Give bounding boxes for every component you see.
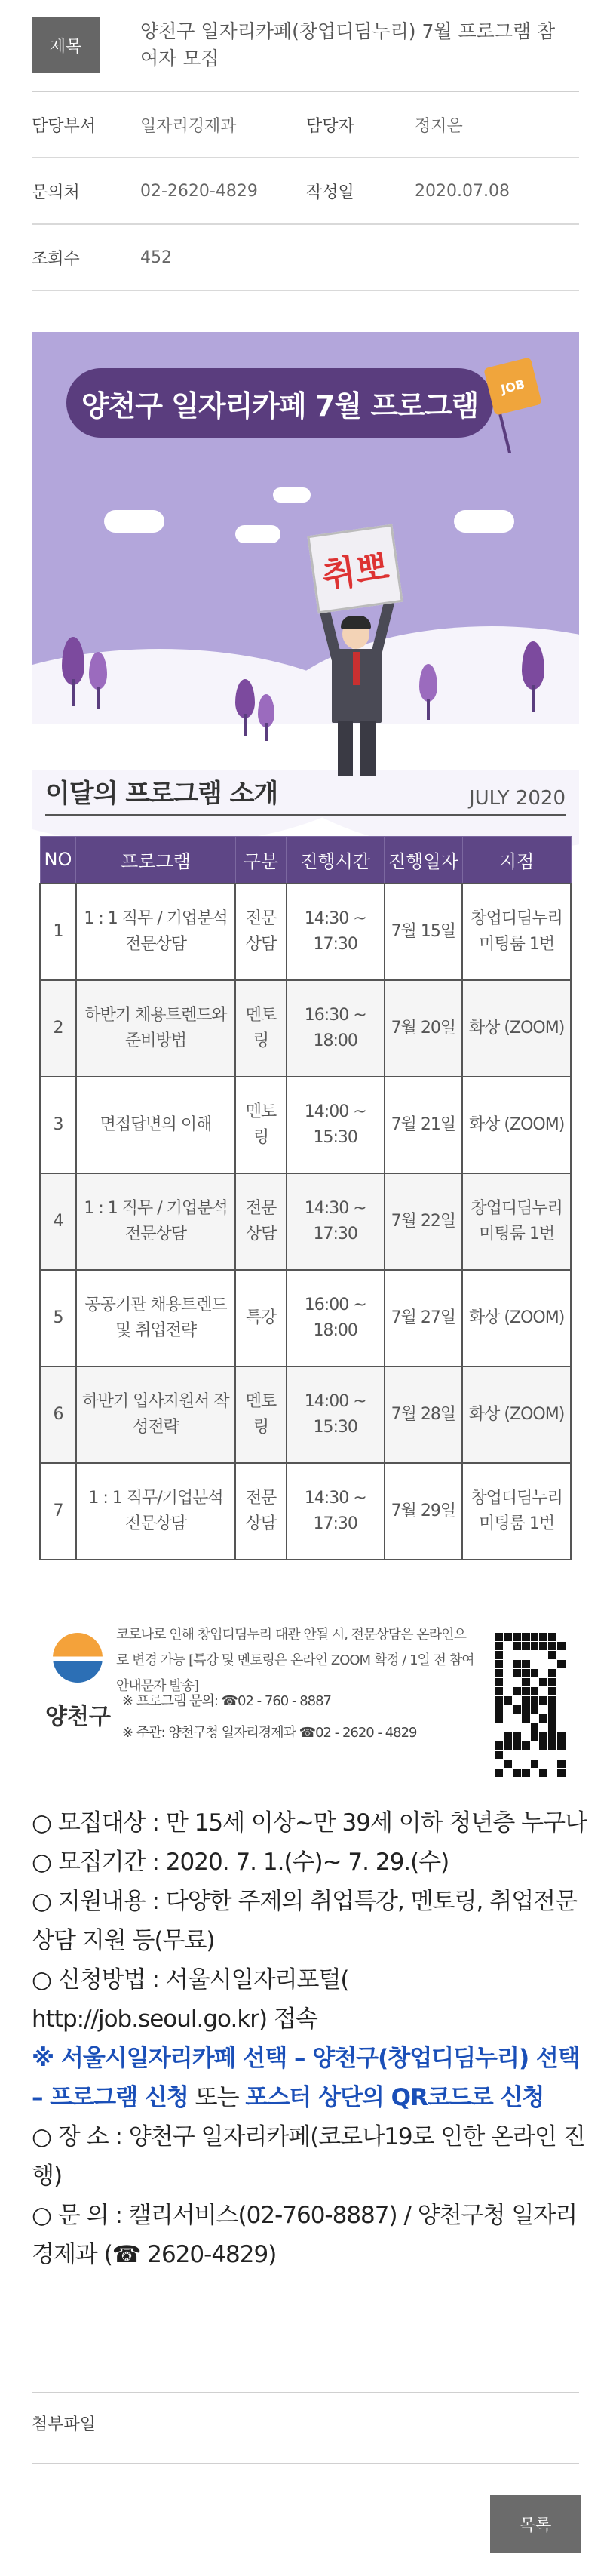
cell-program: 1 : 1 직무 / 기업분석 전문상담 (76, 884, 235, 980)
cell-time: 14:30 ~ 17:30 (287, 1463, 385, 1560)
dept-row (32, 92, 579, 158)
detail-place: ○ 장 소 : 양천구 일자리카페(코로나19로 인한 온라인 진행) (32, 2123, 585, 2190)
cell-time: 14:30 ~ 17:30 (287, 884, 385, 980)
tree-trunk (265, 723, 268, 741)
table-header-row (40, 837, 571, 884)
cell-place: 창업디딤누리 미팅룸 1번 (462, 1463, 571, 1560)
col-header: 지점 (462, 837, 571, 884)
table-row (40, 1463, 571, 1560)
tree-trunk (244, 714, 247, 736)
cell-place: 화상 (ZOOM) (462, 1077, 571, 1173)
poster-ground (32, 724, 579, 770)
cell-no: 1 (40, 884, 76, 980)
table-row (40, 1366, 571, 1463)
cell-place: 창업디딤누리 미팅룸 1번 (462, 1173, 571, 1270)
cell-day: 7월 28일 (385, 1366, 463, 1463)
cell-type: 멘토링 (235, 980, 287, 1077)
cell-no: 2 (40, 980, 76, 1077)
date-label: 작성일 (306, 183, 354, 202)
views-label: 조회수 (32, 249, 80, 269)
manager-label: 담당자 (306, 116, 354, 136)
post-title: 양천구 일자리카페(창업디딤누리) 7월 프로그램 참여자 모집 (140, 20, 556, 69)
dept-label: 담당부서 (32, 116, 97, 136)
intro-date: JULY 2020 (468, 787, 566, 810)
cell-program: 하반기 채용트렌드와 준비방법 (76, 980, 235, 1077)
views-row (32, 225, 579, 291)
detail-method-guide (32, 2039, 590, 2117)
cell-program: 공공기관 채용트렌드 및 취업전략 (76, 1270, 235, 1366)
cell-program: 하반기 입사지원서 작성전략 (76, 1366, 235, 1463)
intro-title: 이달의 프로그램 소개 (45, 779, 278, 809)
post-body (32, 1803, 590, 2274)
cell-place: 화상 (ZOOM) (462, 1366, 571, 1463)
cell-type: 전문 상담 (235, 884, 287, 980)
contact-row (32, 158, 579, 225)
manager-value: 정지은 (415, 116, 463, 136)
dept-value: 일자리경제과 (140, 116, 237, 136)
cell-no: 7 (40, 1463, 76, 1560)
detail-period: ○ 모집기간 : 2020. 7. 1.(수)~ 7. 29.(수) (32, 1849, 449, 1876)
phone-value: 02-2620-4829 (140, 181, 258, 201)
cell-day: 7월 21일 (385, 1077, 463, 1173)
cell-time: 14:00 ~ 15:30 (287, 1077, 385, 1173)
views-value: 452 (140, 247, 172, 267)
program-table (39, 836, 572, 1560)
post-info-table (32, 0, 579, 291)
col-header: NO (40, 837, 76, 884)
cell-day: 7월 22일 (385, 1173, 463, 1270)
program-contact: ※ 프로그램 문의: ☎02 - 760 - 8887 (122, 1693, 332, 1709)
cell-type: 전문 상담 (235, 1463, 287, 1560)
detail-target: ○ 모집대상 : 만 15세 이상~만 39세 이하 청년층 누구나 (32, 1809, 587, 1837)
cell-type: 멘토링 (235, 1366, 287, 1463)
cell-place: 창업디딤누리 미팅룸 1번 (462, 884, 571, 980)
detail-method: ○ 신청방법 : 서울시일자리포털( http://job.seoul.go.kr) 접속 (32, 1966, 349, 2033)
phone-label: 문의처 (32, 183, 80, 202)
sign-text: 취뽀 (319, 546, 392, 596)
cell-place: 화상 (ZOOM) (462, 1270, 571, 1366)
table-row (40, 1270, 571, 1366)
tree-trunk (97, 687, 100, 709)
tree-trunk (532, 685, 535, 712)
detail-inquiry: ○ 문 의 : 캘리서비스(02-760-8887) / 양천구청 일자리경제과 (☎ 2620-4829) (32, 2202, 578, 2268)
cell-day: 7월 20일 (385, 980, 463, 1077)
person-leg (338, 721, 353, 776)
method-mid: 또는 (188, 2084, 246, 2111)
cloud (104, 510, 164, 533)
cell-day: 7월 29일 (385, 1463, 463, 1560)
title-label: 제목 (32, 17, 100, 73)
table-row (40, 1077, 571, 1173)
cell-no: 4 (40, 1173, 76, 1270)
cell-day: 7월 15일 (385, 884, 463, 980)
cell-program: 1 : 1 직무/기업분석 전문상담 (76, 1463, 235, 1560)
qr-code-icon (495, 1633, 566, 1767)
divider (32, 2392, 579, 2393)
yangcheon-logo-icon (53, 1633, 103, 1683)
cell-time: 16:30 ~ 18:00 (287, 980, 385, 1077)
cloud (273, 487, 311, 503)
poster-notice: 코로나로 인해 창업디딤누리 대관 안될 시, 전문상담은 온라인으로 변경 가능 [특강 및 멘토링은 온라인 ZOOM 확정 / 1일 전 참여 안내문자 발송] (116, 1627, 474, 1694)
col-header: 구분 (235, 837, 287, 884)
detail-content: ○ 지원내용 : 다양한 주제의 취업특강, 멘토링, 취업전문상담 지원 등(무료) (32, 1888, 578, 1954)
table-row (40, 980, 571, 1077)
cell-day: 7월 27일 (385, 1270, 463, 1366)
organizer-contact: ※ 주관: 양천구청 일자리경제과 ☎02 - 2620 - 4829 (122, 1725, 417, 1741)
title-row (32, 0, 579, 92)
program-poster (32, 332, 579, 1785)
tree-trunk (72, 679, 75, 706)
person-hair (341, 616, 371, 629)
col-header: 진행시간 (287, 837, 385, 884)
person-tie (353, 652, 360, 685)
col-header: 프로그램 (76, 837, 235, 884)
tree-trunk (427, 699, 430, 720)
cell-no: 3 (40, 1077, 76, 1173)
cell-program: 1 : 1 직무 / 기업분석 전문상담 (76, 1173, 235, 1270)
cell-program: 면접답변의 이해 (76, 1077, 235, 1173)
cloud (235, 525, 280, 543)
poster-footer (32, 1615, 579, 1785)
method-qr-link: 포스터 상단의 QR코드로 신청 (245, 2084, 544, 2111)
cell-time: 16:00 ~ 18:00 (287, 1270, 385, 1366)
cell-no: 6 (40, 1366, 76, 1463)
list-button[interactable]: 목록 (490, 2495, 581, 2553)
person-leg (360, 721, 376, 776)
divider (32, 2463, 579, 2464)
cell-time: 14:30 ~ 17:30 (287, 1173, 385, 1270)
col-header: 진행일자 (385, 837, 463, 884)
cell-place: 화상 (ZOOM) (462, 980, 571, 1077)
cell-no: 5 (40, 1270, 76, 1366)
cell-type: 특강 (235, 1270, 287, 1366)
date-value: 2020.07.08 (415, 181, 510, 201)
attachment-label: 첨부파일 (32, 2415, 97, 2434)
intro-header (45, 776, 566, 816)
poster-sign (307, 524, 403, 614)
cell-type: 전문 상담 (235, 1173, 287, 1270)
method-link: ※ 서울시일자리카페 선택 – 양천구(창업디딤누리) 선택 – 프로그램 신청 (32, 2045, 580, 2111)
cell-time: 14:00 ~ 15:30 (287, 1366, 385, 1463)
job-flag: JOB (483, 357, 542, 416)
table-row (40, 1173, 571, 1270)
cloud (454, 510, 514, 533)
logo-text: 양천구 (45, 1704, 111, 1730)
poster-banner: 양천구 일자리카페 7월 프로그램 (66, 368, 493, 438)
table-row (40, 884, 571, 980)
cell-type: 멘토링 (235, 1077, 287, 1173)
